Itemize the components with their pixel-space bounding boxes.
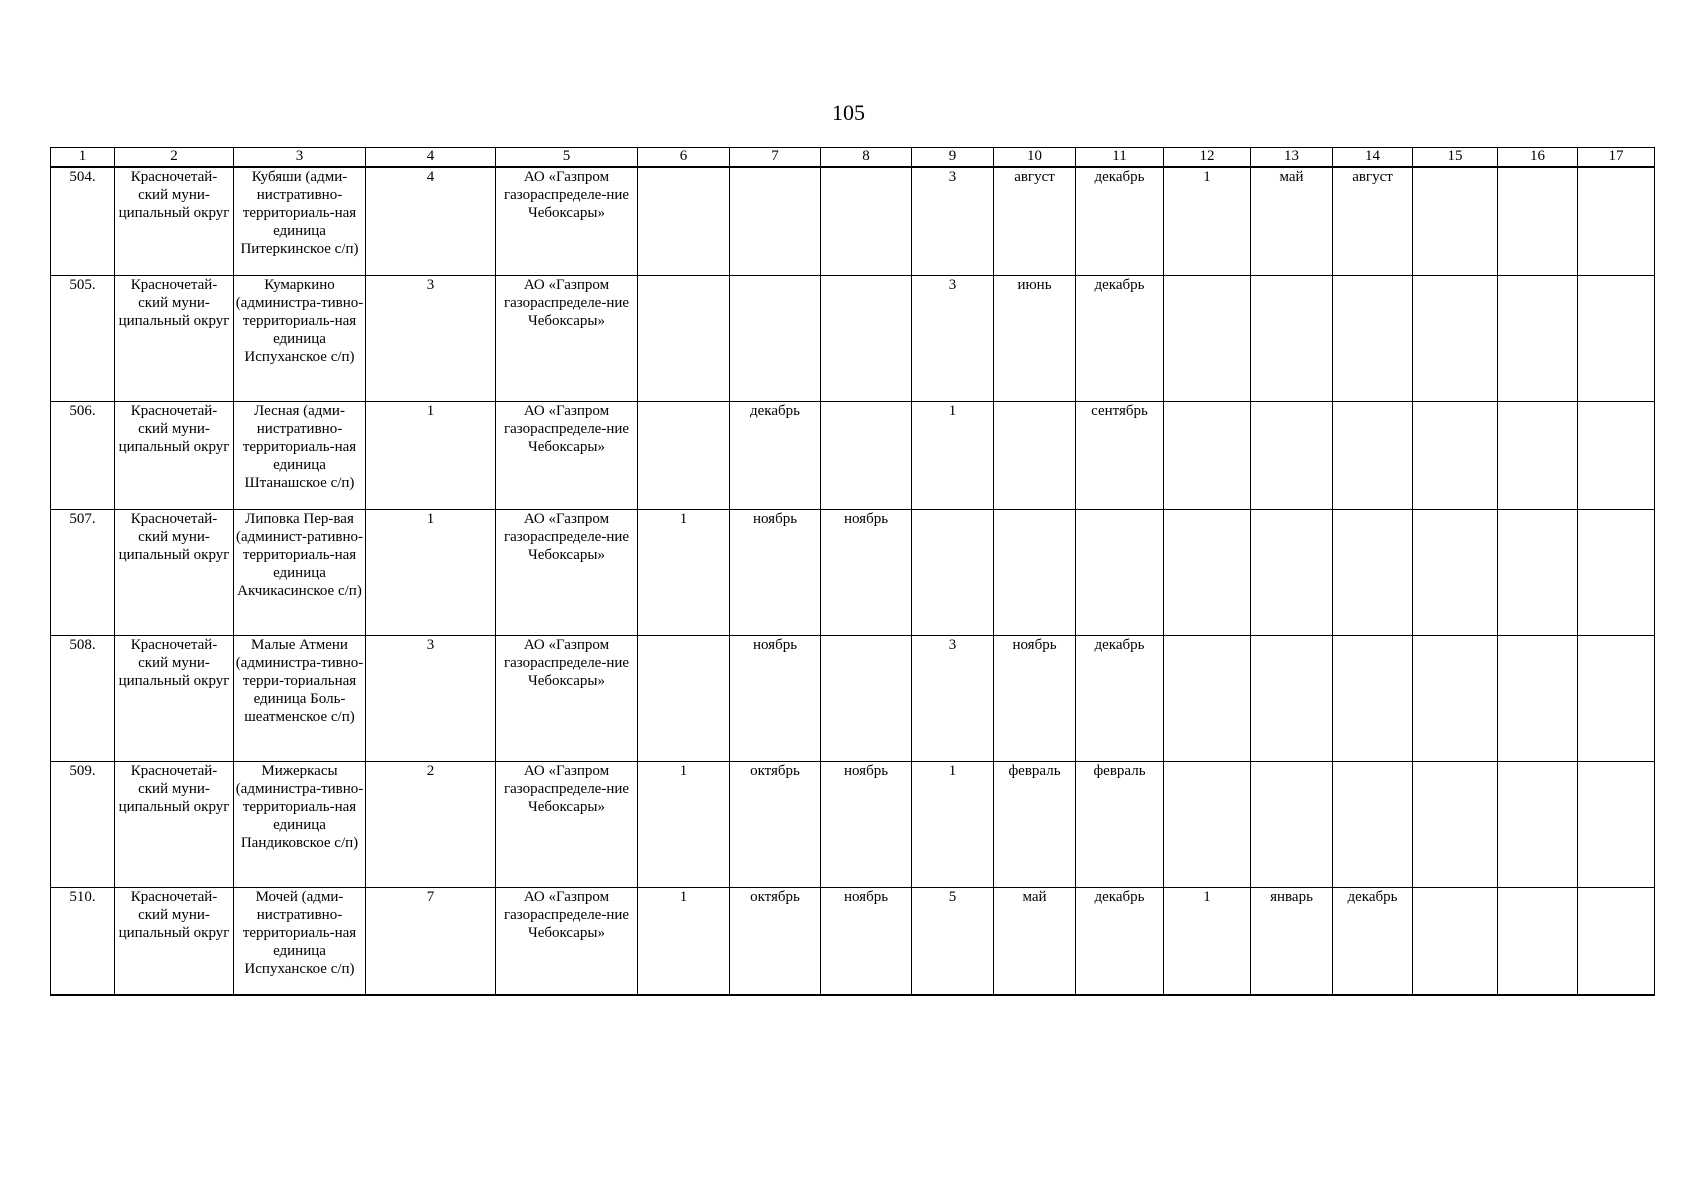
table-cell: декабрь: [1076, 167, 1164, 275]
table-cell: 1: [1164, 167, 1251, 275]
table-row: [51, 275, 1655, 401]
column-header: 4: [366, 148, 496, 168]
table-cell: [1413, 509, 1498, 635]
table-cell: декабрь: [730, 401, 821, 509]
table-cell: ноябрь: [730, 509, 821, 635]
table-cell: [1578, 761, 1655, 887]
table-cell: [1498, 401, 1578, 509]
table-cell: декабрь: [1076, 275, 1164, 401]
table-cell: октябрь: [730, 761, 821, 887]
settlement-cell: Мижеркасы (администра-тивно-территориаль-ная единица Пандиковское с/п): [234, 761, 366, 887]
table-cell: [1333, 401, 1413, 509]
table-cell: [730, 275, 821, 401]
district-cell: Красночетай-ский муни-ципальный округ: [115, 887, 234, 995]
table-cell: [638, 635, 730, 761]
table-cell: [1498, 167, 1578, 275]
table-cell: [1578, 167, 1655, 275]
table-row: [51, 167, 1655, 275]
table-cell: [821, 401, 912, 509]
table-cell: ноябрь: [994, 635, 1076, 761]
table-cell: [1498, 761, 1578, 887]
table-cell: [1413, 167, 1498, 275]
column-header: 13: [1251, 148, 1333, 168]
column-header: 9: [912, 148, 994, 168]
table-cell: январь: [1251, 887, 1333, 995]
row-number: 510.: [51, 887, 115, 995]
column-header: 6: [638, 148, 730, 168]
table-cell: ноябрь: [821, 761, 912, 887]
table-cell: 3: [912, 635, 994, 761]
table-cell: [1498, 635, 1578, 761]
column-header: 12: [1164, 148, 1251, 168]
table-cell: май: [1251, 167, 1333, 275]
table-cell: 1: [638, 509, 730, 635]
table-cell: [638, 275, 730, 401]
settlement-cell: Липовка Пер-вая (админист-ративно-территориаль-ная единица Акчикасинское с/п): [234, 509, 366, 635]
table-cell: 3: [366, 275, 496, 401]
table-cell: июнь: [994, 275, 1076, 401]
table-cell: [1333, 635, 1413, 761]
table-cell: [821, 635, 912, 761]
row-number: 506.: [51, 401, 115, 509]
table-cell: 1: [366, 401, 496, 509]
table-cell: декабрь: [1076, 887, 1164, 995]
row-number: 504.: [51, 167, 115, 275]
organization-cell: АО «Газпром газораспределе-ние Чебоксары»: [496, 635, 638, 761]
table-cell: 1: [912, 401, 994, 509]
table-row: [51, 761, 1655, 887]
table-cell: 3: [912, 275, 994, 401]
district-cell: Красночетай-ский муни-ципальный округ: [115, 275, 234, 401]
table-cell: [730, 167, 821, 275]
column-header: 11: [1076, 148, 1164, 168]
organization-cell: АО «Газпром газораспределе-ние Чебоксары»: [496, 509, 638, 635]
organization-cell: АО «Газпром газораспределе-ние Чебоксары»: [496, 761, 638, 887]
table-cell: 1: [638, 887, 730, 995]
table-cell: август: [1333, 167, 1413, 275]
district-cell: Красночетай-ский муни-ципальный округ: [115, 509, 234, 635]
table-cell: 1: [912, 761, 994, 887]
table-cell: [1413, 887, 1498, 995]
table-cell: [1251, 401, 1333, 509]
settlement-cell: Кумаркино (администра-тивно-территориаль-ная единица Испуханское с/п): [234, 275, 366, 401]
table-cell: 4: [366, 167, 496, 275]
table-cell: [1164, 635, 1251, 761]
table-row: [51, 509, 1655, 635]
table-cell: ноябрь: [730, 635, 821, 761]
table-cell: 1: [638, 761, 730, 887]
table-cell: 1: [366, 509, 496, 635]
table-cell: [638, 167, 730, 275]
table-cell: [638, 401, 730, 509]
table-cell: [1578, 887, 1655, 995]
table-cell: август: [994, 167, 1076, 275]
settlement-cell: Кубяши (адми-нистративно-территориаль-ная единица Питеркинское с/п): [234, 167, 366, 275]
row-number: 508.: [51, 635, 115, 761]
column-header: 14: [1333, 148, 1413, 168]
table-cell: [1076, 509, 1164, 635]
table-cell: [1251, 275, 1333, 401]
column-header: 8: [821, 148, 912, 168]
table-cell: [1251, 635, 1333, 761]
data-table: [50, 147, 1655, 996]
column-header: 16: [1498, 148, 1578, 168]
table-cell: 2: [366, 761, 496, 887]
table-cell: ноябрь: [821, 887, 912, 995]
organization-cell: АО «Газпром газораспределе-ние Чебоксары»: [496, 275, 638, 401]
row-number: 507.: [51, 509, 115, 635]
table-cell: декабрь: [1333, 887, 1413, 995]
table-cell: [912, 509, 994, 635]
table-cell: сентябрь: [1076, 401, 1164, 509]
page-number: 105: [832, 100, 865, 125]
column-header: 5: [496, 148, 638, 168]
table-row: [51, 635, 1655, 761]
table-cell: [821, 275, 912, 401]
column-header: 1: [51, 148, 115, 168]
table-cell: [994, 401, 1076, 509]
table-cell: 5: [912, 887, 994, 995]
settlement-cell: Малые Атмени (администра-тивно-терри-ториальная единица Боль-шеатменское с/п): [234, 635, 366, 761]
table-cell: [1333, 509, 1413, 635]
district-cell: Красночетай-ский муни-ципальный округ: [115, 401, 234, 509]
district-cell: Красночетай-ский муни-ципальный округ: [115, 167, 234, 275]
column-header: 2: [115, 148, 234, 168]
column-header: 3: [234, 148, 366, 168]
table-cell: октябрь: [730, 887, 821, 995]
row-number: 505.: [51, 275, 115, 401]
table-cell: [994, 509, 1076, 635]
settlement-cell: Мочей (адми-нистративно-территориаль-ная единица Испуханское с/п): [234, 887, 366, 995]
organization-cell: АО «Газпром газораспределе-ние Чебоксары»: [496, 887, 638, 995]
table-cell: [821, 167, 912, 275]
table-cell: [1251, 509, 1333, 635]
column-header: 7: [730, 148, 821, 168]
table-cell: ноябрь: [821, 509, 912, 635]
district-cell: Красночетай-ский муни-ципальный округ: [115, 761, 234, 887]
table-cell: [1498, 509, 1578, 635]
column-header: 15: [1413, 148, 1498, 168]
row-number: 509.: [51, 761, 115, 887]
table-cell: [1498, 887, 1578, 995]
table-cell: [1578, 635, 1655, 761]
table-cell: февраль: [1076, 761, 1164, 887]
table-cell: [1413, 635, 1498, 761]
organization-cell: АО «Газпром газораспределе-ние Чебоксары»: [496, 401, 638, 509]
organization-cell: АО «Газпром газораспределе-ние Чебоксары»: [496, 167, 638, 275]
table-cell: 7: [366, 887, 496, 995]
table-row: [51, 401, 1655, 509]
table-cell: [1578, 401, 1655, 509]
header-row: [51, 148, 1655, 168]
table-cell: [1164, 509, 1251, 635]
table-cell: [1578, 509, 1655, 635]
table-cell: [1164, 401, 1251, 509]
table-cell: [1413, 761, 1498, 887]
table-cell: [1164, 275, 1251, 401]
table-cell: декабрь: [1076, 635, 1164, 761]
table-cell: 3: [912, 167, 994, 275]
table-cell: [1413, 401, 1498, 509]
table-cell: 3: [366, 635, 496, 761]
table-cell: [1333, 761, 1413, 887]
settlement-cell: Лесная (адми-нистративно-территориаль-ная единица Штанашское с/п): [234, 401, 366, 509]
table-cell: [1498, 275, 1578, 401]
table-row: [51, 887, 1655, 995]
table-cell: [1578, 275, 1655, 401]
table-cell: май: [994, 887, 1076, 995]
district-cell: Красночетай-ский муни-ципальный округ: [115, 635, 234, 761]
column-header: 10: [994, 148, 1076, 168]
table-cell: 1: [1164, 887, 1251, 995]
table-cell: [1251, 761, 1333, 887]
table-cell: февраль: [994, 761, 1076, 887]
table-cell: [1333, 275, 1413, 401]
column-header: 17: [1578, 148, 1655, 168]
table-cell: [1413, 275, 1498, 401]
table-cell: [1164, 761, 1251, 887]
